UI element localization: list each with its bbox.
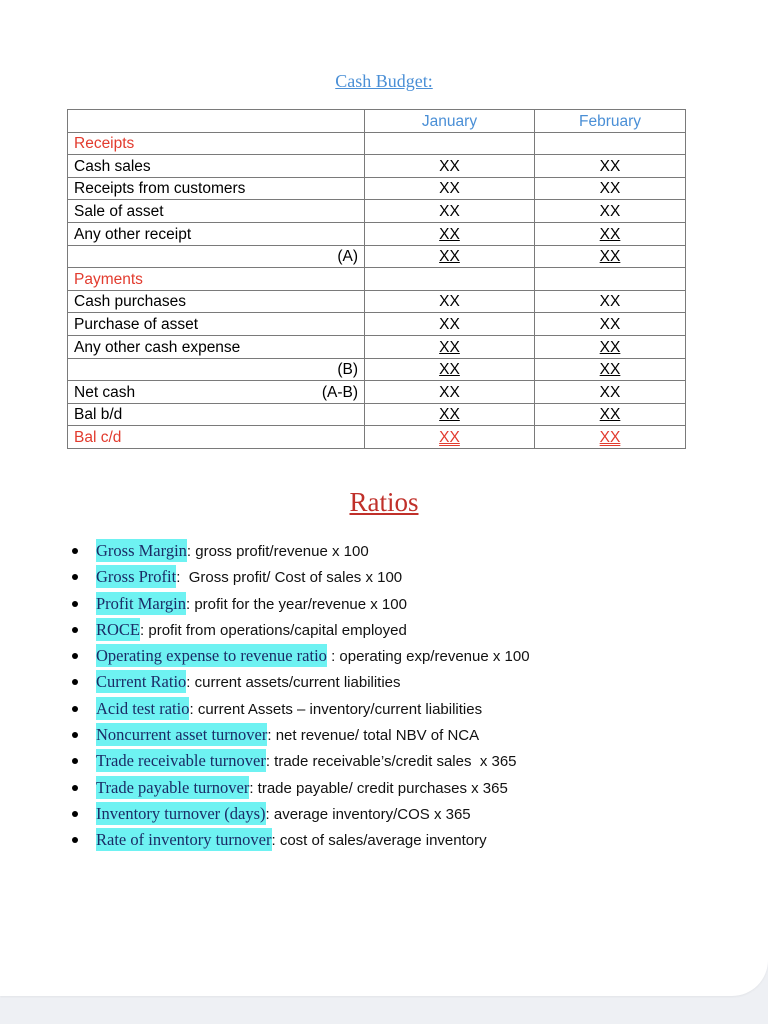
list-item xyxy=(62,669,530,695)
list-item xyxy=(62,538,530,564)
bullet-icon xyxy=(72,601,78,607)
list-item xyxy=(62,617,530,643)
ratio-term: Rate of inventory turnover xyxy=(96,830,272,850)
row-label: Receipts from customers xyxy=(68,177,365,200)
ratio-formula: : average inventory/COS x 365 xyxy=(265,805,471,823)
february-value: XX xyxy=(599,225,621,243)
ratio-formula: : gross profit/revenue x 100 xyxy=(186,543,369,560)
list-item xyxy=(62,801,530,827)
january-total: XX xyxy=(439,248,460,266)
ratio-formula: : profit from operations/capital employed xyxy=(140,621,407,639)
ratio-term: Operating expense to revenue ratio xyxy=(96,646,327,666)
ratio-term: Acid test ratio xyxy=(96,698,190,718)
bullet-icon xyxy=(72,653,78,659)
february-value: XX xyxy=(599,338,621,356)
row-label: Any other receipt xyxy=(68,222,365,245)
ratio-term: Gross Profit xyxy=(96,567,177,587)
january-value: XX xyxy=(365,177,535,200)
total-marker-a: (A) xyxy=(68,245,365,268)
table-row xyxy=(68,290,686,313)
list-item xyxy=(62,696,530,722)
ratio-term: Trade receivable turnover xyxy=(96,751,266,771)
february-value: XX xyxy=(535,155,686,178)
ratio-term: Inventory turnover (days) xyxy=(96,803,266,823)
bullet-icon xyxy=(72,627,78,633)
ratio-formula: : Gross profit/ Cost of sales x 100 xyxy=(176,569,403,587)
february-value: XX xyxy=(535,313,686,336)
header-blank-cell xyxy=(68,110,365,133)
bal-bd-label: Bal b/d xyxy=(68,403,365,426)
february-value: XX xyxy=(535,200,686,223)
list-item xyxy=(62,591,530,617)
cash-budget-title: Cash Budget: xyxy=(335,71,433,91)
february-value: XX xyxy=(599,428,621,446)
ratio-term: Gross Margin xyxy=(96,541,187,560)
january-value: XX xyxy=(439,406,460,424)
bullet-icon xyxy=(72,574,78,580)
january-value: XX xyxy=(365,155,535,178)
table-row xyxy=(68,335,686,358)
net-cash-marker: (A-B) xyxy=(321,383,358,401)
february-value: XX xyxy=(535,290,686,313)
ratios-list xyxy=(62,538,530,854)
list-item xyxy=(62,827,530,853)
bullet-icon xyxy=(72,732,78,738)
list-item xyxy=(62,564,530,590)
column-header-february: February xyxy=(535,110,686,133)
column-header-january: January xyxy=(365,110,535,133)
table-row xyxy=(68,200,686,223)
ratio-term: Trade payable turnover xyxy=(96,777,250,797)
february-total: XX xyxy=(599,361,621,379)
ratio-formula: : net revenue/ total NBV of NCA xyxy=(267,727,480,745)
table-row xyxy=(68,313,686,336)
ratio-term: Current Ratio xyxy=(96,672,187,692)
ratio-formula: : current Assets – inventory/current liabilities xyxy=(189,700,483,718)
bal-cd-row xyxy=(68,426,686,449)
bullet-icon xyxy=(72,706,78,712)
payments-heading: Payments xyxy=(68,268,365,291)
cash-budget-table xyxy=(67,109,686,449)
february-total: XX xyxy=(599,248,621,266)
ratio-formula: : trade receivable’s/credit sales x 365 xyxy=(265,753,517,771)
bullet-icon xyxy=(72,548,78,554)
january-value: XX xyxy=(439,225,460,243)
row-label: Cash sales xyxy=(68,155,365,178)
list-item xyxy=(62,775,530,801)
receipts-heading: Receipts xyxy=(68,132,365,155)
january-value: XX xyxy=(365,200,535,223)
row-label: Sale of asset xyxy=(68,200,365,223)
bullet-icon xyxy=(72,837,78,843)
list-item xyxy=(62,748,530,774)
ratio-formula: : operating exp/revenue x 100 xyxy=(326,648,530,666)
bullet-icon xyxy=(72,758,78,764)
bullet-icon xyxy=(72,811,78,817)
january-value: XX xyxy=(439,338,460,356)
payments-total-row xyxy=(68,358,686,381)
table-row xyxy=(68,177,686,200)
row-label: Any other cash expense xyxy=(68,335,365,358)
february-value: XX xyxy=(535,381,686,404)
january-value: XX xyxy=(365,381,535,404)
ratio-formula: : trade payable/ credit purchases x 365 xyxy=(249,779,508,797)
net-cash-row xyxy=(68,381,686,404)
ratio-formula: : current assets/current liabilities xyxy=(186,674,401,692)
row-label: Purchase of asset xyxy=(68,313,365,336)
table-row xyxy=(68,222,686,245)
list-item xyxy=(62,722,530,748)
january-value: XX xyxy=(439,428,460,446)
ratio-formula: : profit for the year/revenue x 100 xyxy=(186,595,407,613)
bal-bd-row xyxy=(68,403,686,426)
ratio-formula: : cost of sales/average inventory xyxy=(271,832,487,850)
january-total: XX xyxy=(439,361,460,379)
payments-heading-row xyxy=(68,268,686,291)
bullet-icon xyxy=(72,785,78,791)
list-item xyxy=(62,643,530,669)
bullet-icon xyxy=(72,679,78,685)
total-marker-b: (B) xyxy=(68,358,365,381)
january-value: XX xyxy=(365,313,535,336)
february-value: XX xyxy=(535,177,686,200)
ratio-term: Profit Margin xyxy=(96,593,186,613)
receipts-total-row xyxy=(68,245,686,268)
bal-cd-label: Bal c/d xyxy=(68,426,365,449)
net-cash-label: Net cash xyxy=(74,383,136,401)
january-value: XX xyxy=(365,290,535,313)
table-row xyxy=(68,155,686,178)
february-value: XX xyxy=(599,406,621,424)
receipts-heading-row xyxy=(68,132,686,155)
ratio-term: Noncurrent asset turnover xyxy=(96,725,268,745)
table-header-row xyxy=(68,110,686,133)
ratio-term: ROCE xyxy=(96,619,141,639)
ratios-title: Ratios xyxy=(349,487,419,517)
row-label: Cash purchases xyxy=(68,290,365,313)
